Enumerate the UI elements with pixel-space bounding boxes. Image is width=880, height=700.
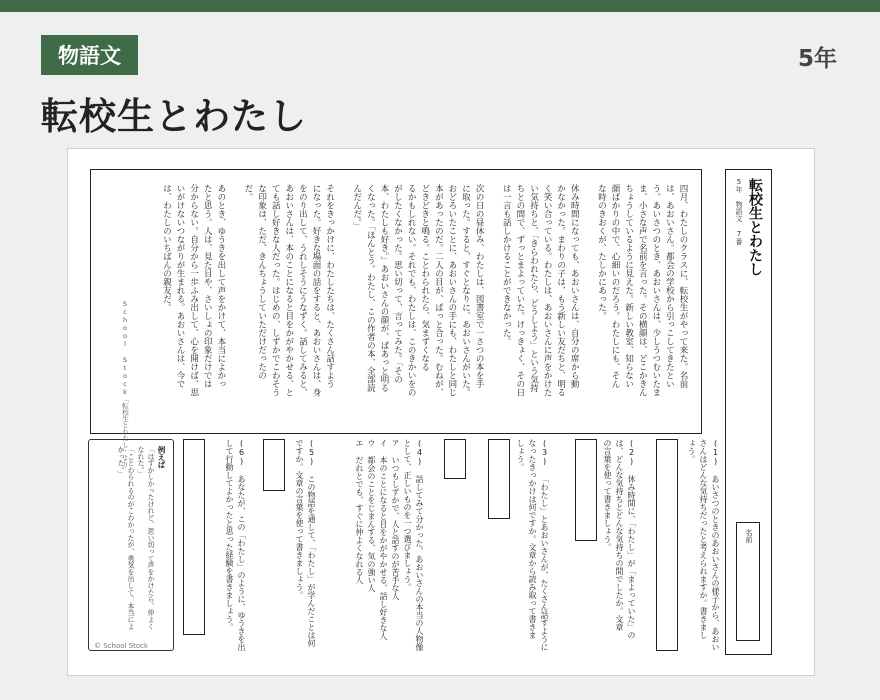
example-label: 例えば (157, 446, 166, 469)
worksheet-title: 転校生とわたし (747, 178, 763, 276)
answer-box-4 (444, 439, 466, 479)
source-credit: School Stock「転校生とわたし」より (121, 300, 129, 468)
top-accent-bar (0, 0, 880, 12)
question-1: (1) あいさつのときのあおいさんの様子から、あおい さんはどんな気持ちだったと考えられますか。書きまし ょう。 (687, 439, 720, 651)
name-label: 名前 (745, 529, 753, 543)
answer-box-1 (656, 439, 678, 651)
question-6: (6) あなたが、この「わたし」のように、ゆうきを出 して行動してよかったと思った経験を書きましょう。 (225, 439, 246, 651)
answer-box-6 (183, 439, 205, 635)
question-2: (2) 休み時間に、「わたし」が「まよっていた」の は、どんな気持ちとどんな気持ちの間でしたか。文章 の言葉を使って書きましょう。 (603, 439, 636, 639)
example-text: 「はずかしかったけれど、思い切って声をかけたら、仲よく なれた。」 「ことわられるのがこわかったが、勇気を出して、本当によ かった。」 (116, 446, 154, 630)
category-badge: 物語文 (41, 35, 138, 75)
question-4: (4) 話してみて分かった、あおいさんの本当の人物像 として、正しいものを一つ選びましょう。 ア いつもしずかで、人と話すのが苦手な人 イ 本のことになると目をかがやかせる、話し好きな人 ウ 都会のことをじまんする、気の強い人 エ だれとでも、すぐに仲よくなれる人 (355, 439, 424, 651)
question-5: (5) この物語を通して、「わたし」が学んだことは何 ですか。文章の言葉を使って書きましょう。 (295, 439, 316, 647)
copyright: © School Stock (94, 642, 149, 650)
grade-label: 5年 (797, 46, 837, 72)
question-3: (3) 「わたし」とあおいさんが、たくさん話すように なったきっかけは何ですか。文章から読み取って書きま しょう。 (516, 439, 549, 651)
answer-box-2 (575, 439, 597, 541)
answer-box-5 (263, 439, 285, 491)
story-text: 四月、わたしのクラスに、転校生がやって来た。名前 は、あおいさん。都会の学校から引っこしてきたとい う。あいさつのとき、あおいさんは、少しうつむいたま ま、小さな声で名前を言った。その横顔は、どこかきん ちょうしているように見えた。新しい教室、知らない 顔ばかりの中で、心細いのだろう。わたしにも、そん な時のきおくが、たしかにあった。 休み時間になっても、あおいさんは、自分の席から動 かなかった。まわりの子は、もう新しい友だちと、明る く笑い合っている。わたしは、あおいさんに声をかけた い気持ちと、「きらわれたら、どうしよう」という気持 ちとの間で、ずっとまよっていた。けっきょく、その日 は一言も話しかけることができなかった。 次の日の昼休み、わたしは、図書室で一さつの本を手 に取った。すると、すぐとなりに、あおいさんがいた。 おどろいたことに、あおいさんの手にも、わたしと同じ 本があったのだ。二人の目が、ぱっと合った。むねが、 どきどきと鳴る。ことわられたら、気まずくなる るかもしれない。それでも、わたしは、このきかいをの がしたくなかった。思い切って、言ってみた。「その 本、わたしも好き。」あおいさんの顔が、ぱあっと明る くなった。「ほんとう。わたし、この作者の本、全部読 んだんだ。」 それをきっかけに、わたしたちは、たくさん話すよう になった。好きな場面の話をすると、あおいさんは、身 をのり出して、うれしそうにうなずく。話してみると、 あおいさんは、本のことになると目をかがやかせる、と ても話し好きな人だった。はじめの、しずかでこわそう な印象は、ただ、きんちょうしていただけだったの だ。 あのとき、ゆうきを出して声をかけて、本当によかっ たと思う。人は、見た目や、さいしょの印象だけでは 分からない。自分から一歩ふみ出して、心を開けば、思 いがけないつながりが生まれる。あおいさんは、今で は、わたしのいちばんの親友だ。 (161, 184, 688, 397)
answer-box-3 (488, 439, 510, 519)
worksheet-subtitle: 5年 物語文 7番 (735, 178, 743, 245)
worksheet-preview (67, 148, 815, 676)
example-box (88, 439, 174, 651)
name-field (736, 522, 760, 641)
page-title: 転校生とわたし (41, 95, 307, 138)
